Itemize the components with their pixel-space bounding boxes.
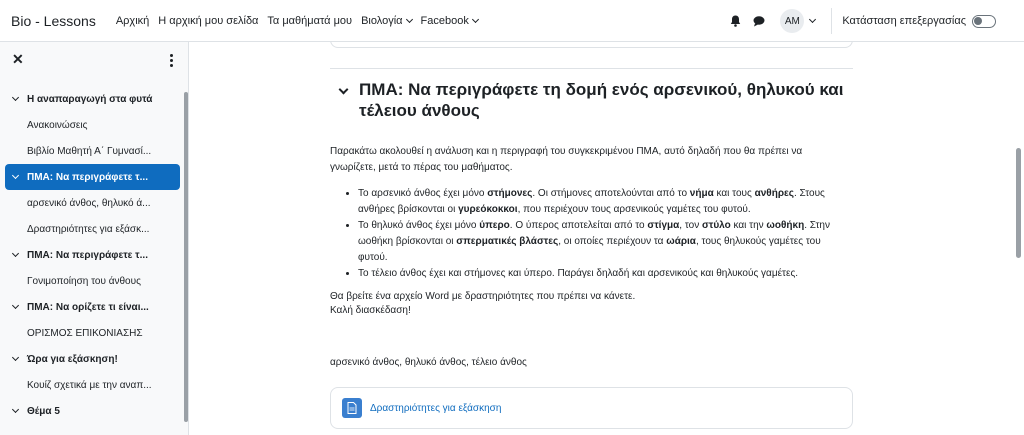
nav-link-biology[interactable] [361, 15, 411, 27]
chevron-down-icon [472, 15, 479, 22]
label-activity-text: αρσενικό άνθος, θηλυκό άνθος, τέλειο άνθος [330, 357, 527, 368]
sidebar-item-label: Ανακοινώσεις [27, 119, 88, 131]
chevron-down-icon[interactable] [12, 354, 19, 361]
sidebar-item[interactable] [5, 190, 180, 216]
sidebar-item-label: ΠΜΑ: Να περιγράφετε τ... [27, 171, 148, 183]
user-navigation [728, 0, 996, 42]
nav-link-facebook-label: Facebook [420, 14, 469, 27]
chevron-down-icon[interactable] [339, 85, 349, 95]
drawer-header [0, 42, 188, 76]
text: και την [730, 220, 767, 231]
sidebar-item-label: ΠΜΑ: Να ορίζετε τι είναι... [27, 301, 149, 313]
term: στύλο [702, 220, 731, 231]
text: , που περιέχουν τους αρσενικούς γαμέτες του φυτού. [517, 204, 751, 215]
chevron-down-icon[interactable] [12, 172, 19, 179]
text: . Ο ύπερος αποτελείται από το [509, 220, 648, 231]
term: ύπερο [479, 220, 510, 231]
activity-card[interactable] [330, 387, 853, 429]
primary-navigation [116, 15, 487, 27]
text: , τους θηλυκούς γαμέτες του φυτού. [358, 236, 821, 263]
text: . Στους ανθήρες βρίσκονται οι [358, 188, 825, 215]
close-icon[interactable]: ✕ [12, 51, 24, 67]
chevron-down-icon[interactable] [12, 94, 19, 101]
chevron-down-icon [809, 16, 816, 23]
chevron-down-icon[interactable] [12, 250, 19, 257]
sidebar-item[interactable] [5, 138, 180, 164]
nav-link-my-courses[interactable]: Τα μαθήματά μου [267, 14, 353, 27]
sidebar-item[interactable] [5, 372, 180, 398]
term: ωάρια [666, 236, 696, 247]
site-brand[interactable]: Bio - Lessons [11, 12, 96, 29]
sidebar-item-label: Ώρα για εξάσκηση! [27, 353, 118, 365]
nav-link-facebook[interactable] [421, 15, 478, 27]
term: ωοθήκη [766, 220, 805, 231]
top-navbar [0, 0, 1024, 42]
sidebar-section[interactable] [5, 346, 180, 372]
sidebar-item-label: Βιβλίο Μαθητή Α΄ Γυμνασί... [27, 145, 152, 157]
term: στίγμα [647, 220, 680, 231]
sidebar-item-label: ΟΡΙΣΜΟΣ ΕΠΙΚΟΝΙΑΣΗΣ [27, 327, 143, 339]
page-scrollbar[interactable] [1016, 148, 1021, 258]
sidebar-item-label: Γονιμοποίηση του άνθους [27, 275, 141, 287]
sidebar-section[interactable] [5, 294, 180, 320]
list-item [358, 186, 850, 218]
text: , τον [679, 220, 703, 231]
section-summary [330, 144, 850, 282]
sidebar-section[interactable] [5, 242, 180, 268]
sidebar-section[interactable] [5, 86, 180, 112]
activity-link[interactable]: Δραστηριότητες για εξάσκηση [370, 402, 502, 414]
sidebar-section[interactable] [5, 398, 180, 424]
sidebar-item[interactable] [5, 268, 180, 294]
sidebar-section[interactable] [5, 164, 180, 190]
term: γυρεόκοκκοι [458, 204, 518, 215]
sidebar-item-label: αρσενικό άνθος, θηλυκό ά... [27, 197, 151, 209]
text: . Οι στήμονες αποτελούνται από το [532, 188, 690, 199]
closing-text [330, 290, 635, 318]
closing-line: Θα βρείτε ένα αρχείο Word με δραστηριότητες που πρέπει να κάνετε. [330, 291, 636, 302]
sidebar-item-label: Η αναπαραγωγή στα φυτά [27, 93, 153, 105]
term: στήμονες [487, 188, 533, 199]
sidebar-item-label: Δραστηριότητες για εξάσκ... [27, 223, 150, 235]
nav-link-dashboard[interactable]: Η αρχική μου σελίδα [158, 14, 259, 27]
list-item [358, 218, 850, 266]
sidebar-item-label: ΠΜΑ: Να περιγράφετε τ... [27, 249, 148, 261]
course-index-drawer [0, 42, 189, 435]
structure-list [358, 186, 850, 282]
chevron-down-icon[interactable] [12, 302, 19, 309]
nav-link-biology-label: Βιολογία [361, 14, 403, 27]
term: νήμα [689, 188, 714, 199]
user-menu[interactable] [776, 9, 815, 33]
term: σπερματικές βλάστες [456, 236, 559, 247]
section-divider [330, 68, 853, 69]
edit-mode-label: Κατάσταση επεξεργασίας [842, 15, 966, 27]
sidebar-scrollbar[interactable] [184, 92, 188, 422]
chevron-down-icon[interactable] [12, 406, 19, 413]
more-options-icon[interactable] [170, 54, 174, 69]
edit-mode-toggle[interactable] [972, 15, 996, 28]
section-title: ΠΜΑ: Να περιγράφετε τη δομή ενός αρσενικού, θηλυκού και τέλειου άνθους [359, 80, 844, 120]
previous-activity-card[interactable] [330, 42, 853, 48]
list-item: • Το τέλειο άνθος έχει και στήμονες και ύπερο. Παράγει δηλαδή και αρσενικούς και θηλυκούς γαμέτες. [358, 266, 850, 282]
sidebar-item[interactable] [5, 320, 180, 346]
chevron-down-icon [405, 15, 412, 22]
course-index-list [5, 86, 180, 424]
text: Το θηλυκό άνθος έχει μόνο [358, 220, 480, 231]
main-content [190, 42, 1024, 435]
notifications-bell-icon[interactable] [728, 14, 742, 28]
sidebar-item[interactable] [5, 216, 180, 242]
sidebar-item-label: Θέμα 5 [27, 405, 60, 417]
intro-paragraph: Παρακάτω ακολουθεί η ανάλυση και η περιγραφή του συγκεκριμένου ΠΜΑ, αυτό δηλαδή που θα πρέπει να γνωρίζετε, μετά το πέρας του μαθήματος. [330, 146, 803, 173]
avatar: AM [780, 9, 804, 33]
text: . Στην ωοθήκη βρίσκονται οι [358, 220, 830, 247]
text: Το αρσενικό άνθος έχει μόνο [358, 188, 488, 199]
file-icon [342, 398, 362, 418]
nav-link-home[interactable]: Αρχική [115, 14, 150, 27]
messages-chat-icon[interactable] [752, 14, 766, 28]
text: και τους [713, 188, 755, 199]
sidebar-item[interactable] [5, 112, 180, 138]
divider [831, 8, 832, 34]
text: , οι οποίες περιέχουν τα [558, 236, 667, 247]
closing-line: Καλή διασκέδαση! [330, 305, 411, 316]
term: ανθήρες [754, 188, 794, 199]
sidebar-item-label: Κουίζ σχετικά με την αναπ... [27, 379, 152, 391]
section-header [336, 79, 846, 121]
